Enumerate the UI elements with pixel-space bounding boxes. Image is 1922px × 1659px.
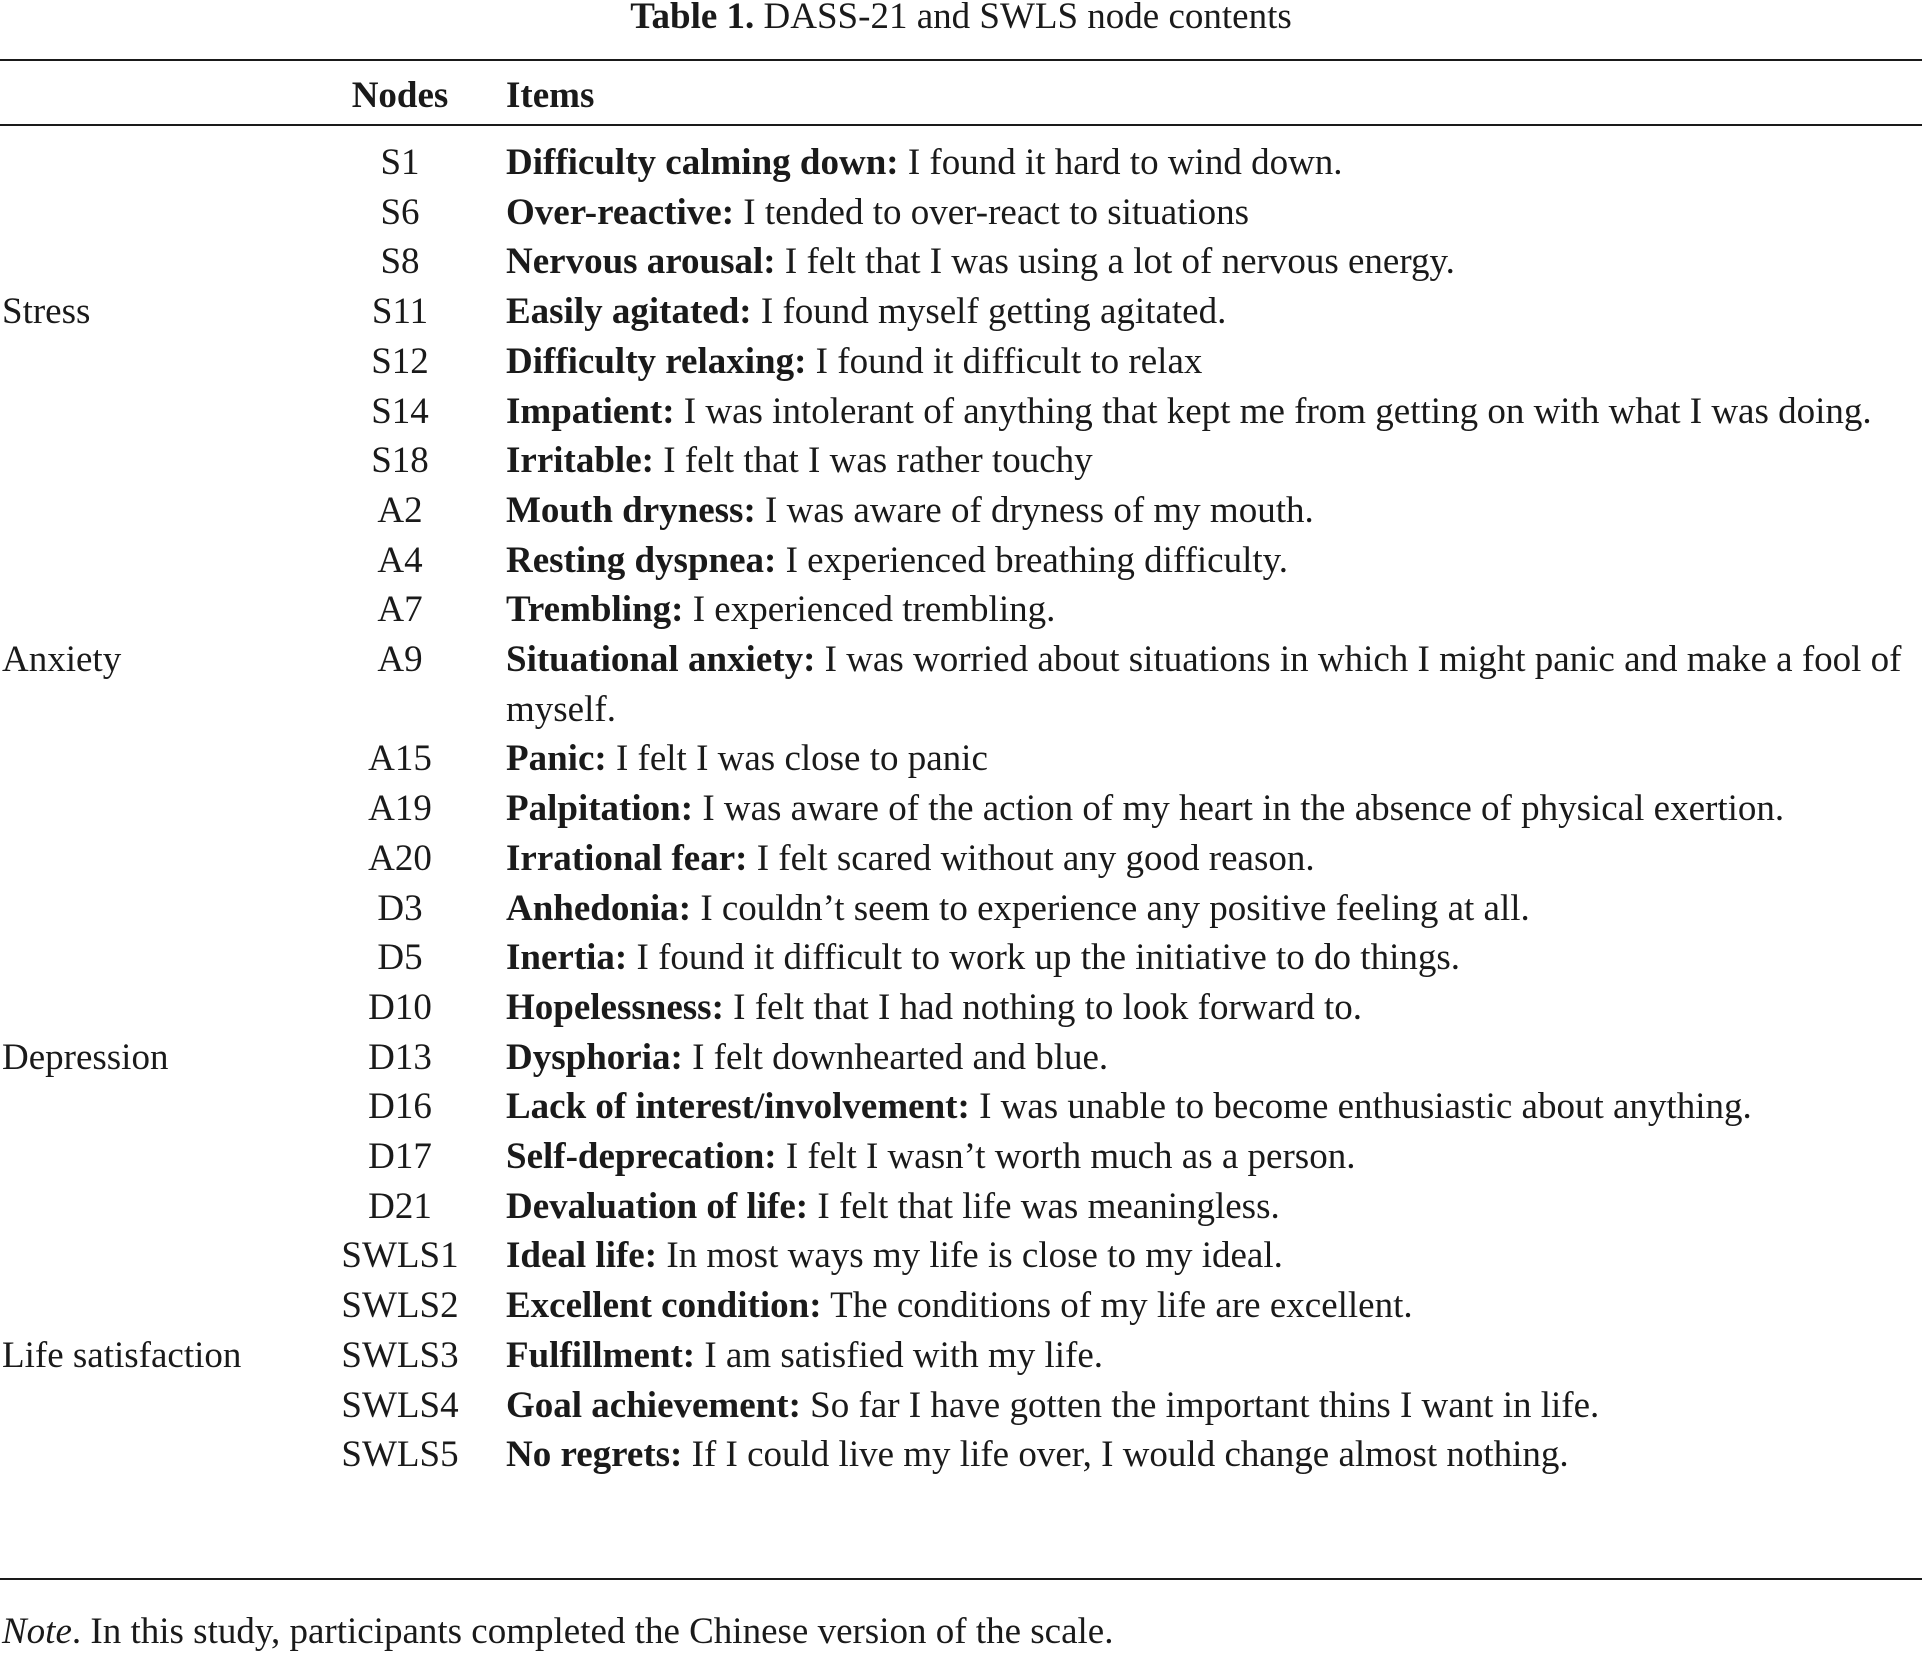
node-code-cell: S11 xyxy=(371,291,429,333)
table-row xyxy=(0,635,1922,734)
item-cell xyxy=(506,983,1916,1033)
table-row xyxy=(0,1430,1922,1480)
item-cell xyxy=(506,1033,1916,1083)
table-note-label: Note xyxy=(2,1611,72,1652)
table-body xyxy=(0,138,1922,1480)
item-term: Panic: xyxy=(506,738,607,780)
item-description: I found it difficult to relax xyxy=(806,340,1203,382)
table-row xyxy=(0,138,1922,188)
item-cell xyxy=(506,536,1916,586)
table-row xyxy=(0,834,1922,884)
table-row xyxy=(0,1281,1922,1331)
item-term: Palpitation: xyxy=(506,788,694,830)
node-code-cell: A2 xyxy=(377,489,423,531)
table-header-row xyxy=(0,70,1922,122)
item-description: I experienced trembling. xyxy=(683,589,1056,631)
item-cell xyxy=(506,188,1916,238)
item-description: I was unable to become enthusiastic about anything. xyxy=(969,1086,1752,1128)
item-term: Irritable: xyxy=(506,440,654,482)
table-row xyxy=(0,1231,1922,1281)
item-description: I was aware of dryness of my mouth. xyxy=(755,489,1314,531)
item-description: I felt that I had nothing to look forward to. xyxy=(723,986,1363,1028)
item-description: In most ways my life is close to my ideal. xyxy=(657,1235,1283,1277)
item-term: Lack of interest/involvement: xyxy=(506,1086,970,1128)
item-description: I found it hard to wind down. xyxy=(898,142,1343,183)
table-note-text: . In this study, participants completed the Chinese version of the scale. xyxy=(71,1611,1114,1652)
node-code-cell: A7 xyxy=(377,589,423,631)
item-term: No regrets: xyxy=(506,1434,683,1476)
table-header-rule xyxy=(0,124,1922,126)
table-row xyxy=(0,237,1922,287)
table-row xyxy=(0,884,1922,934)
node-code-cell: A15 xyxy=(368,738,432,780)
table-row xyxy=(0,1082,1922,1132)
node-code-cell: D10 xyxy=(368,986,432,1028)
item-term: Dysphoria: xyxy=(506,1036,683,1078)
table-row xyxy=(0,536,1922,586)
item-term: Difficulty calming down: xyxy=(506,142,899,183)
node-code-cell: S18 xyxy=(371,440,429,482)
item-cell xyxy=(506,287,1916,337)
table-note xyxy=(2,1610,1113,1654)
item-cell xyxy=(506,237,1916,287)
node-code-cell: D17 xyxy=(368,1136,432,1178)
item-term: Impatient: xyxy=(506,390,675,432)
item-description: I tended to over-react to situations xyxy=(734,191,1250,233)
item-description: I am satisfied with my life. xyxy=(695,1334,1104,1376)
scale-group-cell: Stress xyxy=(2,291,91,333)
node-code-cell: A19 xyxy=(368,788,432,830)
table-caption-label: Table 1. xyxy=(630,0,755,37)
column-header-items: Items xyxy=(506,75,595,116)
table-row xyxy=(0,734,1922,784)
item-term: Self-deprecation: xyxy=(506,1136,777,1178)
node-code-cell: S1 xyxy=(380,142,420,183)
item-term: Inertia: xyxy=(506,937,628,979)
table-row xyxy=(0,1033,1922,1083)
item-term: Easily agitated: xyxy=(506,291,752,333)
node-code-cell: SWLS3 xyxy=(341,1334,459,1376)
table-top-rule xyxy=(0,59,1922,61)
table-row xyxy=(0,1132,1922,1182)
item-term: Anhedonia: xyxy=(506,887,692,929)
item-description: If I could live my life over, I would change almost nothing. xyxy=(682,1434,1569,1476)
table-row xyxy=(0,387,1922,437)
table-row xyxy=(0,585,1922,635)
item-cell xyxy=(506,1381,1916,1431)
table-row xyxy=(0,436,1922,486)
item-description: I felt that life was meaningless. xyxy=(808,1185,1280,1227)
item-cell xyxy=(506,1132,1916,1182)
item-term: Situational anxiety: xyxy=(506,639,816,681)
item-description: I was intolerant of anything that kept me from getting on with what I was doing. xyxy=(674,390,1872,432)
item-term: Fulfillment: xyxy=(506,1334,696,1376)
item-cell xyxy=(506,1182,1916,1232)
table-row xyxy=(0,1182,1922,1232)
item-cell xyxy=(506,436,1916,486)
item-cell xyxy=(506,635,1916,734)
scale-group-cell: Depression xyxy=(2,1036,169,1078)
item-term: Over-reactive: xyxy=(506,191,735,233)
node-code-cell: SWLS1 xyxy=(341,1235,459,1277)
table-caption xyxy=(0,0,1922,40)
node-code-cell: D13 xyxy=(368,1036,432,1078)
item-description: So far I have gotten the important thins I want in life. xyxy=(800,1384,1600,1426)
item-description: I found myself getting agitated. xyxy=(751,291,1227,333)
item-cell xyxy=(506,486,1916,536)
item-term: Irrational fear: xyxy=(506,837,748,879)
node-code-cell: A4 xyxy=(377,539,423,581)
node-code-cell: SWLS5 xyxy=(341,1434,459,1476)
item-description: I was aware of the action of my heart in the absence of physical exertion. xyxy=(693,788,1785,830)
node-code-cell: D16 xyxy=(368,1086,432,1128)
table-row xyxy=(0,337,1922,387)
node-code-cell: S12 xyxy=(371,340,429,382)
item-description: I felt I was close to panic xyxy=(606,738,988,780)
table-caption-title: DASS-21 and SWLS node contents xyxy=(763,0,1292,37)
table-row xyxy=(0,287,1922,337)
item-description: I was worried about situations in which I might panic and make a fool of myself. xyxy=(506,639,1902,730)
item-cell xyxy=(506,734,1916,784)
node-code-cell: A20 xyxy=(368,837,432,879)
item-description: I couldn’t seem to experience any positive feeling at all. xyxy=(691,887,1530,929)
item-term: Mouth dryness: xyxy=(506,489,756,531)
table-row xyxy=(0,784,1922,834)
item-cell xyxy=(506,1430,1916,1480)
item-cell xyxy=(506,1082,1916,1132)
item-term: Nervous arousal: xyxy=(506,241,776,283)
node-code-cell: S6 xyxy=(380,191,420,233)
node-code-cell: D3 xyxy=(377,887,423,929)
column-header-nodes: Nodes xyxy=(351,75,449,116)
table-row xyxy=(0,486,1922,536)
item-description: I experienced breathing difficulty. xyxy=(776,539,1288,581)
item-term: Ideal life: xyxy=(506,1235,658,1277)
node-code-cell: S8 xyxy=(380,241,420,283)
item-cell xyxy=(506,1231,1916,1281)
item-cell xyxy=(506,784,1916,834)
item-term: Resting dyspnea: xyxy=(506,539,777,581)
scale-group-cell: Life satisfaction xyxy=(2,1334,242,1376)
item-term: Goal achievement: xyxy=(506,1384,801,1426)
node-code-cell: A9 xyxy=(377,639,423,681)
item-description: I felt downhearted and blue. xyxy=(682,1036,1109,1078)
table-row xyxy=(0,1331,1922,1381)
item-cell xyxy=(506,387,1916,437)
item-description: The conditions of my life are excellent. xyxy=(821,1285,1413,1327)
table-row xyxy=(0,983,1922,1033)
node-code-cell: SWLS2 xyxy=(341,1285,459,1327)
table-row xyxy=(0,933,1922,983)
item-description: I felt that I was using a lot of nervous energy. xyxy=(775,241,1455,283)
node-code-cell: S14 xyxy=(371,390,429,432)
node-code-cell: SWLS4 xyxy=(341,1384,459,1426)
item-cell xyxy=(506,138,1916,188)
item-description: I felt I wasn’t worth much as a person. xyxy=(776,1136,1356,1178)
item-cell xyxy=(506,884,1916,934)
item-cell xyxy=(506,933,1916,983)
table-row xyxy=(0,1381,1922,1431)
item-term: Excellent condition: xyxy=(506,1285,822,1327)
item-cell xyxy=(506,834,1916,884)
item-cell xyxy=(506,1331,1916,1381)
table-bottom-rule xyxy=(0,1578,1922,1580)
scale-group-cell: Anxiety xyxy=(2,639,122,681)
table-row xyxy=(0,188,1922,238)
item-description: I felt scared without any good reason. xyxy=(747,837,1315,879)
item-term: Hopelessness: xyxy=(506,986,724,1028)
item-term: Difficulty relaxing: xyxy=(506,340,807,382)
item-term: Trembling: xyxy=(506,589,684,631)
item-description: I felt that I was rather touchy xyxy=(653,440,1093,482)
item-cell xyxy=(506,585,1916,635)
node-code-cell: D21 xyxy=(368,1185,432,1227)
node-code-cell: D5 xyxy=(377,937,423,979)
item-cell xyxy=(506,1281,1916,1331)
item-description: I found it difficult to work up the initiative to do things. xyxy=(627,937,1461,979)
item-cell xyxy=(506,337,1916,387)
item-term: Devaluation of life: xyxy=(506,1185,809,1227)
